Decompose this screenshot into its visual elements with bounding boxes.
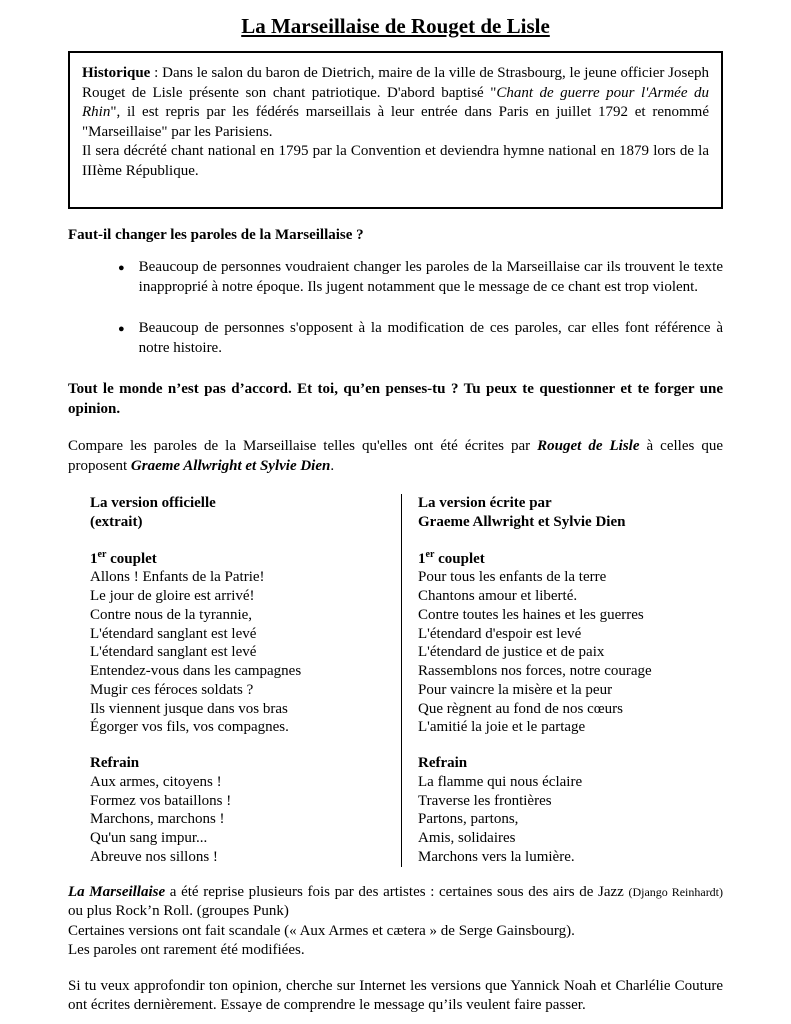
reprises-text-cont: ou plus Rock’n Roll. (groupes Punk): [68, 903, 289, 919]
compare-text-middle: à celles que proposent: [68, 438, 723, 474]
verse-line: Égorger vos fils, vos compagnes.: [90, 719, 289, 736]
verse-line: Chantons amour et liberté.: [418, 588, 578, 604]
historique-song-title: Chant de guerre pour l'Armée du Rhin: [82, 84, 709, 120]
author-name: Rouget de Lisle: [537, 438, 640, 454]
verse-line: Mugir ces féroces soldats ?: [90, 681, 254, 698]
versions-comparison: [90, 494, 723, 867]
column-subheading: Graeme Allwright et Sylvie Dien: [418, 513, 626, 530]
verse-line: Marchons, marchons !: [90, 811, 225, 828]
verse-line: Pour tous les enfants de la terre: [418, 569, 607, 586]
artist-note: (Django Reinhardt): [628, 884, 724, 899]
couplet-ordinal: er: [97, 548, 107, 560]
couplet-ordinal: er: [425, 548, 435, 560]
verse-line: Contre nous de la tyrannie,: [90, 606, 253, 623]
couplet-heading: [90, 549, 391, 569]
verse-line: L'étendard d'espoir est levé: [418, 625, 582, 642]
verse-line: Ils viennent jusque dans vos bras: [90, 700, 288, 717]
couplet-number: 1: [90, 550, 98, 567]
verse-line: Marchons vers la lumière.: [418, 848, 575, 865]
verse-line: L'étendard sanglant est levé: [90, 644, 257, 661]
historique-label: Historique: [82, 65, 151, 81]
verse-line: Partons, partons,: [418, 811, 519, 828]
couplet-word: couplet: [434, 550, 485, 567]
verse-line: Qu'un sang impur...: [90, 830, 208, 846]
official-version-column: [90, 494, 401, 867]
compare-text: Compare les paroles de la Marseillaise telles qu'elles ont été écrites par: [68, 438, 538, 454]
list-item: [68, 258, 723, 297]
verse-line: Abreuve nos sillons !: [90, 848, 218, 865]
historique-paragraph-1: [82, 64, 709, 142]
historique-box: [68, 51, 723, 209]
scandale-line: Certaines versions ont fait scandale (« Aux Armes et cætera » de Serge Gainsbourg).: [68, 922, 575, 939]
couplet-word: couplet: [106, 550, 157, 567]
couplet-number: 1: [418, 550, 426, 567]
refrain-heading: Refrain: [418, 755, 468, 771]
bullet-icon: ●: [118, 323, 125, 335]
verse-line: Le jour de gloire est arrivé!: [90, 588, 255, 604]
compare-text-end: .: [330, 457, 335, 474]
verse-line: Rassemblons nos forces, notre courage: [418, 663, 652, 679]
research-paragraph: Si tu veux approfondir ton opinion, cherche sur Internet les versions que Yannick Noah et Charlélie Couture ont écrites dernièrement. Essaye de comprendre le message qu’ils veulent faire passer.: [68, 977, 723, 1013]
compare-paragraph: [68, 437, 723, 476]
bullet-text: Beaucoup de personnes s'opposent à la modification de ces paroles, car elles font référence à notre histoire.: [138, 320, 723, 356]
page-title: La Marseillaise de Rouget de Lisle: [241, 14, 550, 38]
verse-line: L'étendard de justice et de paix: [418, 644, 605, 661]
song-title: La Marseillaise: [68, 883, 166, 900]
verse-line: Allons ! Enfants de la Patrie!: [90, 569, 265, 586]
verse-line: Formez vos bataillons !: [90, 792, 232, 809]
list-item: [68, 319, 723, 358]
verse-line: Entendez-vous dans les campagnes: [90, 663, 302, 679]
historique-text: : Dans le salon du baron de Dietrich, maire de la ville de Strasbourg, le jeune officier Joseph Rouget de Lisle présente son chant patriotique. D'abord baptisé ": [82, 65, 709, 101]
modifiees-line: Les paroles ont rarement été modifiées.: [68, 942, 305, 958]
verse-line: L'amitié la joie et le partage: [418, 719, 586, 736]
column-heading: La version officielle: [90, 495, 216, 511]
verse-line: Contre toutes les haines et les guerres: [418, 606, 644, 623]
historique-paragraph-2: Il sera décrété chant national en 1795 par la Convention et deviendra hymne national en 1879 lors de la IIIème République.: [82, 143, 709, 179]
verse-line: La flamme qui nous éclaire: [418, 773, 583, 790]
opinion-paragraph: Tout le monde n’est pas d’accord. Et toi, qu’en penses-tu ? Tu peux te questionner et te forger une opinion.: [68, 381, 723, 417]
verse-line: Aux armes, citoyens !: [90, 773, 222, 790]
rewritten-version-column: [402, 494, 723, 867]
verse-line: Pour vaincre la misère et la peur: [418, 681, 613, 698]
proposers-names: Graeme Allwright et Sylvie Dien: [130, 457, 331, 474]
couplet-heading: [418, 549, 723, 569]
verse-line: L'étendard sanglant est levé: [90, 625, 257, 642]
reprises-text: a été reprise plusieurs fois par des artistes : certaines sous des airs de Jazz: [165, 883, 629, 900]
historique-text-cont: ", il est repris par les fédérés marseillais à leur entrée dans Paris en juillet 1792 et renommé "Marseillaise" par les Parisiens.: [82, 104, 709, 140]
verse-line: Que règnent au fond de nos cœurs: [418, 700, 623, 717]
column-subheading: (extrait): [90, 513, 143, 530]
bullet-icon: ●: [118, 262, 125, 274]
reprises-paragraph: [68, 883, 723, 961]
verse-line: Amis, solidaires: [418, 830, 516, 846]
column-heading: La version écrite par: [418, 495, 552, 511]
verse-line: Traverse les frontières: [418, 792, 552, 809]
refrain-heading: Refrain: [90, 755, 140, 771]
question-heading: Faut-il changer les paroles de la Marseillaise ?: [68, 227, 364, 243]
bullet-text: Beaucoup de personnes voudraient changer les paroles de la Marseillaise car ils trouvent le texte inapproprié à notre époque. Ils jugent notamment que le message de ce chant est trop violent.: [138, 259, 723, 295]
